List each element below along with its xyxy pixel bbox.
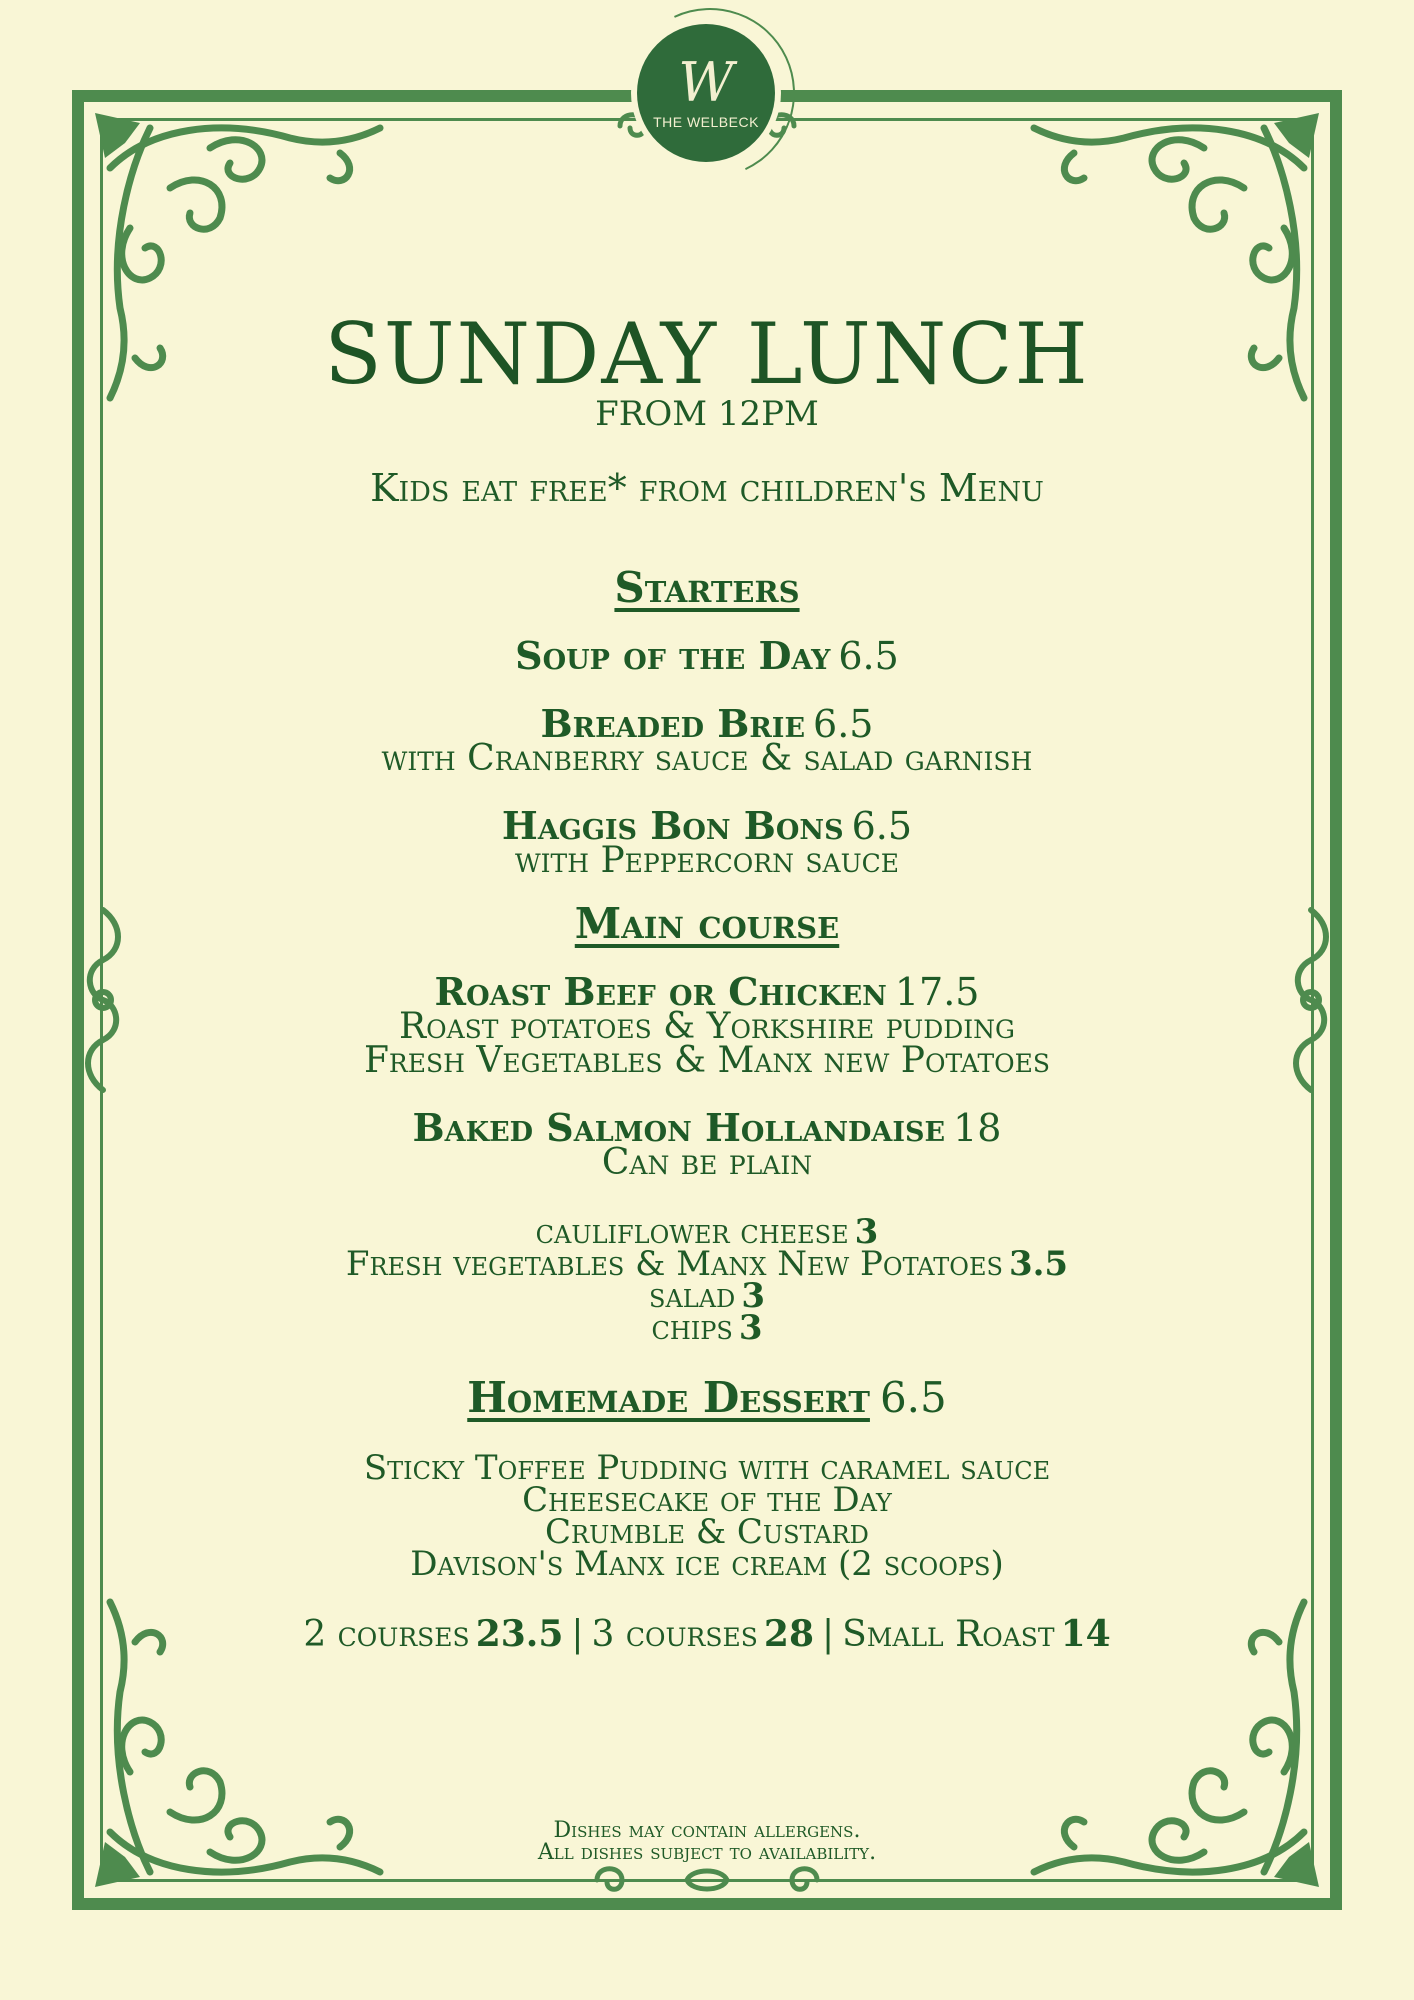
side-flourish-left	[78, 905, 128, 1095]
dish-salmon	[160, 1105, 1254, 1183]
side-item: salad 3	[649, 1276, 765, 1316]
dessert-item: Crumble & Custard	[545, 1512, 869, 1552]
dish-price: 6.5	[851, 804, 913, 848]
dish-description: Roast potatoes & Yorkshire pudding	[398, 1006, 1016, 1047]
side-item: chips 3	[651, 1308, 763, 1348]
menu-title: SUNDAY LUNCH	[324, 305, 1090, 403]
side-price: 3.5	[1008, 1244, 1069, 1284]
two-courses-price: 23.5	[475, 1613, 564, 1655]
logo-monogram: W	[678, 51, 734, 114]
allergen-line: Dishes may contain allergens.	[553, 1818, 861, 1843]
availability-line: All dishes subject to availability.	[537, 1840, 877, 1865]
dish-roast	[160, 969, 1254, 1081]
dish-description: with Peppercorn sauce	[514, 840, 900, 881]
section-title-dessert	[160, 1374, 1254, 1422]
section-title-main-course: Main course	[574, 899, 840, 948]
dessert-item: Sticky Toffee Pudding with caramel sauce	[363, 1448, 1051, 1488]
dish-description: Can be plain	[601, 1142, 813, 1183]
kids-eat-free-note: Kids eat free* from children's Menu	[370, 466, 1044, 510]
dish-haggis	[160, 803, 1254, 881]
two-courses-label: 2 courses	[303, 1614, 470, 1655]
dish-price: 18	[953, 1106, 1002, 1150]
allergen-notice	[400, 1820, 1014, 1864]
side-price: 3	[738, 1308, 763, 1348]
side-item: Fresh vegetables & Manx New Potatoes 3.5	[345, 1244, 1069, 1284]
menu-subtitle: FROM 12PM	[595, 394, 819, 434]
side-flourish-right	[1286, 905, 1336, 1095]
side-item: cauliflower cheese 3	[535, 1212, 879, 1252]
dish-brie	[160, 701, 1254, 779]
set-price-line	[160, 1614, 1254, 1655]
section-title-starters: Starters	[614, 563, 800, 612]
bottom-scroll-flourish	[587, 1860, 827, 1900]
dessert-list	[160, 1448, 1254, 1584]
small-roast-label: Small Roast	[842, 1614, 1055, 1655]
dessert-price: 6.5	[879, 1373, 947, 1422]
dish-name: Baked Salmon Hollandaise	[412, 1105, 946, 1150]
dish-name: Soup of the Day	[515, 633, 831, 678]
three-courses-label: 3 courses	[591, 1614, 758, 1655]
dish-price: 17.5	[894, 970, 980, 1014]
dessert-title-text: Homemade Dessert	[467, 1373, 870, 1422]
logo-name: THE WELBECK	[653, 114, 759, 130]
small-roast-price: 14	[1060, 1613, 1111, 1655]
sides-list	[160, 1212, 1254, 1348]
price-separator: |	[571, 1614, 584, 1655]
side-price: 3	[741, 1276, 765, 1316]
dish-price: 6.5	[813, 702, 874, 746]
dish-description: with Cranberry sauce & salad garnish	[381, 738, 1033, 779]
menu-content	[160, 300, 1254, 1655]
dish-price: 6.5	[838, 634, 899, 678]
dish-name: Roast Beef or Chicken	[434, 969, 887, 1014]
dish-description: Fresh Vegetables & Manx new Potatoes	[363, 1040, 1051, 1081]
welbeck-logo	[637, 24, 775, 162]
three-courses-price: 28	[763, 1613, 814, 1655]
dish-name: Haggis Bon Bons	[501, 803, 844, 848]
side-price: 3	[854, 1212, 879, 1252]
dessert-item: Cheesecake of the Day	[522, 1480, 892, 1520]
price-separator: |	[822, 1614, 835, 1655]
dish-soup	[160, 633, 1254, 678]
dish-name: Breaded Brie	[540, 701, 806, 746]
dessert-item: Davison's Manx ice cream (2 scoops)	[410, 1544, 1004, 1584]
